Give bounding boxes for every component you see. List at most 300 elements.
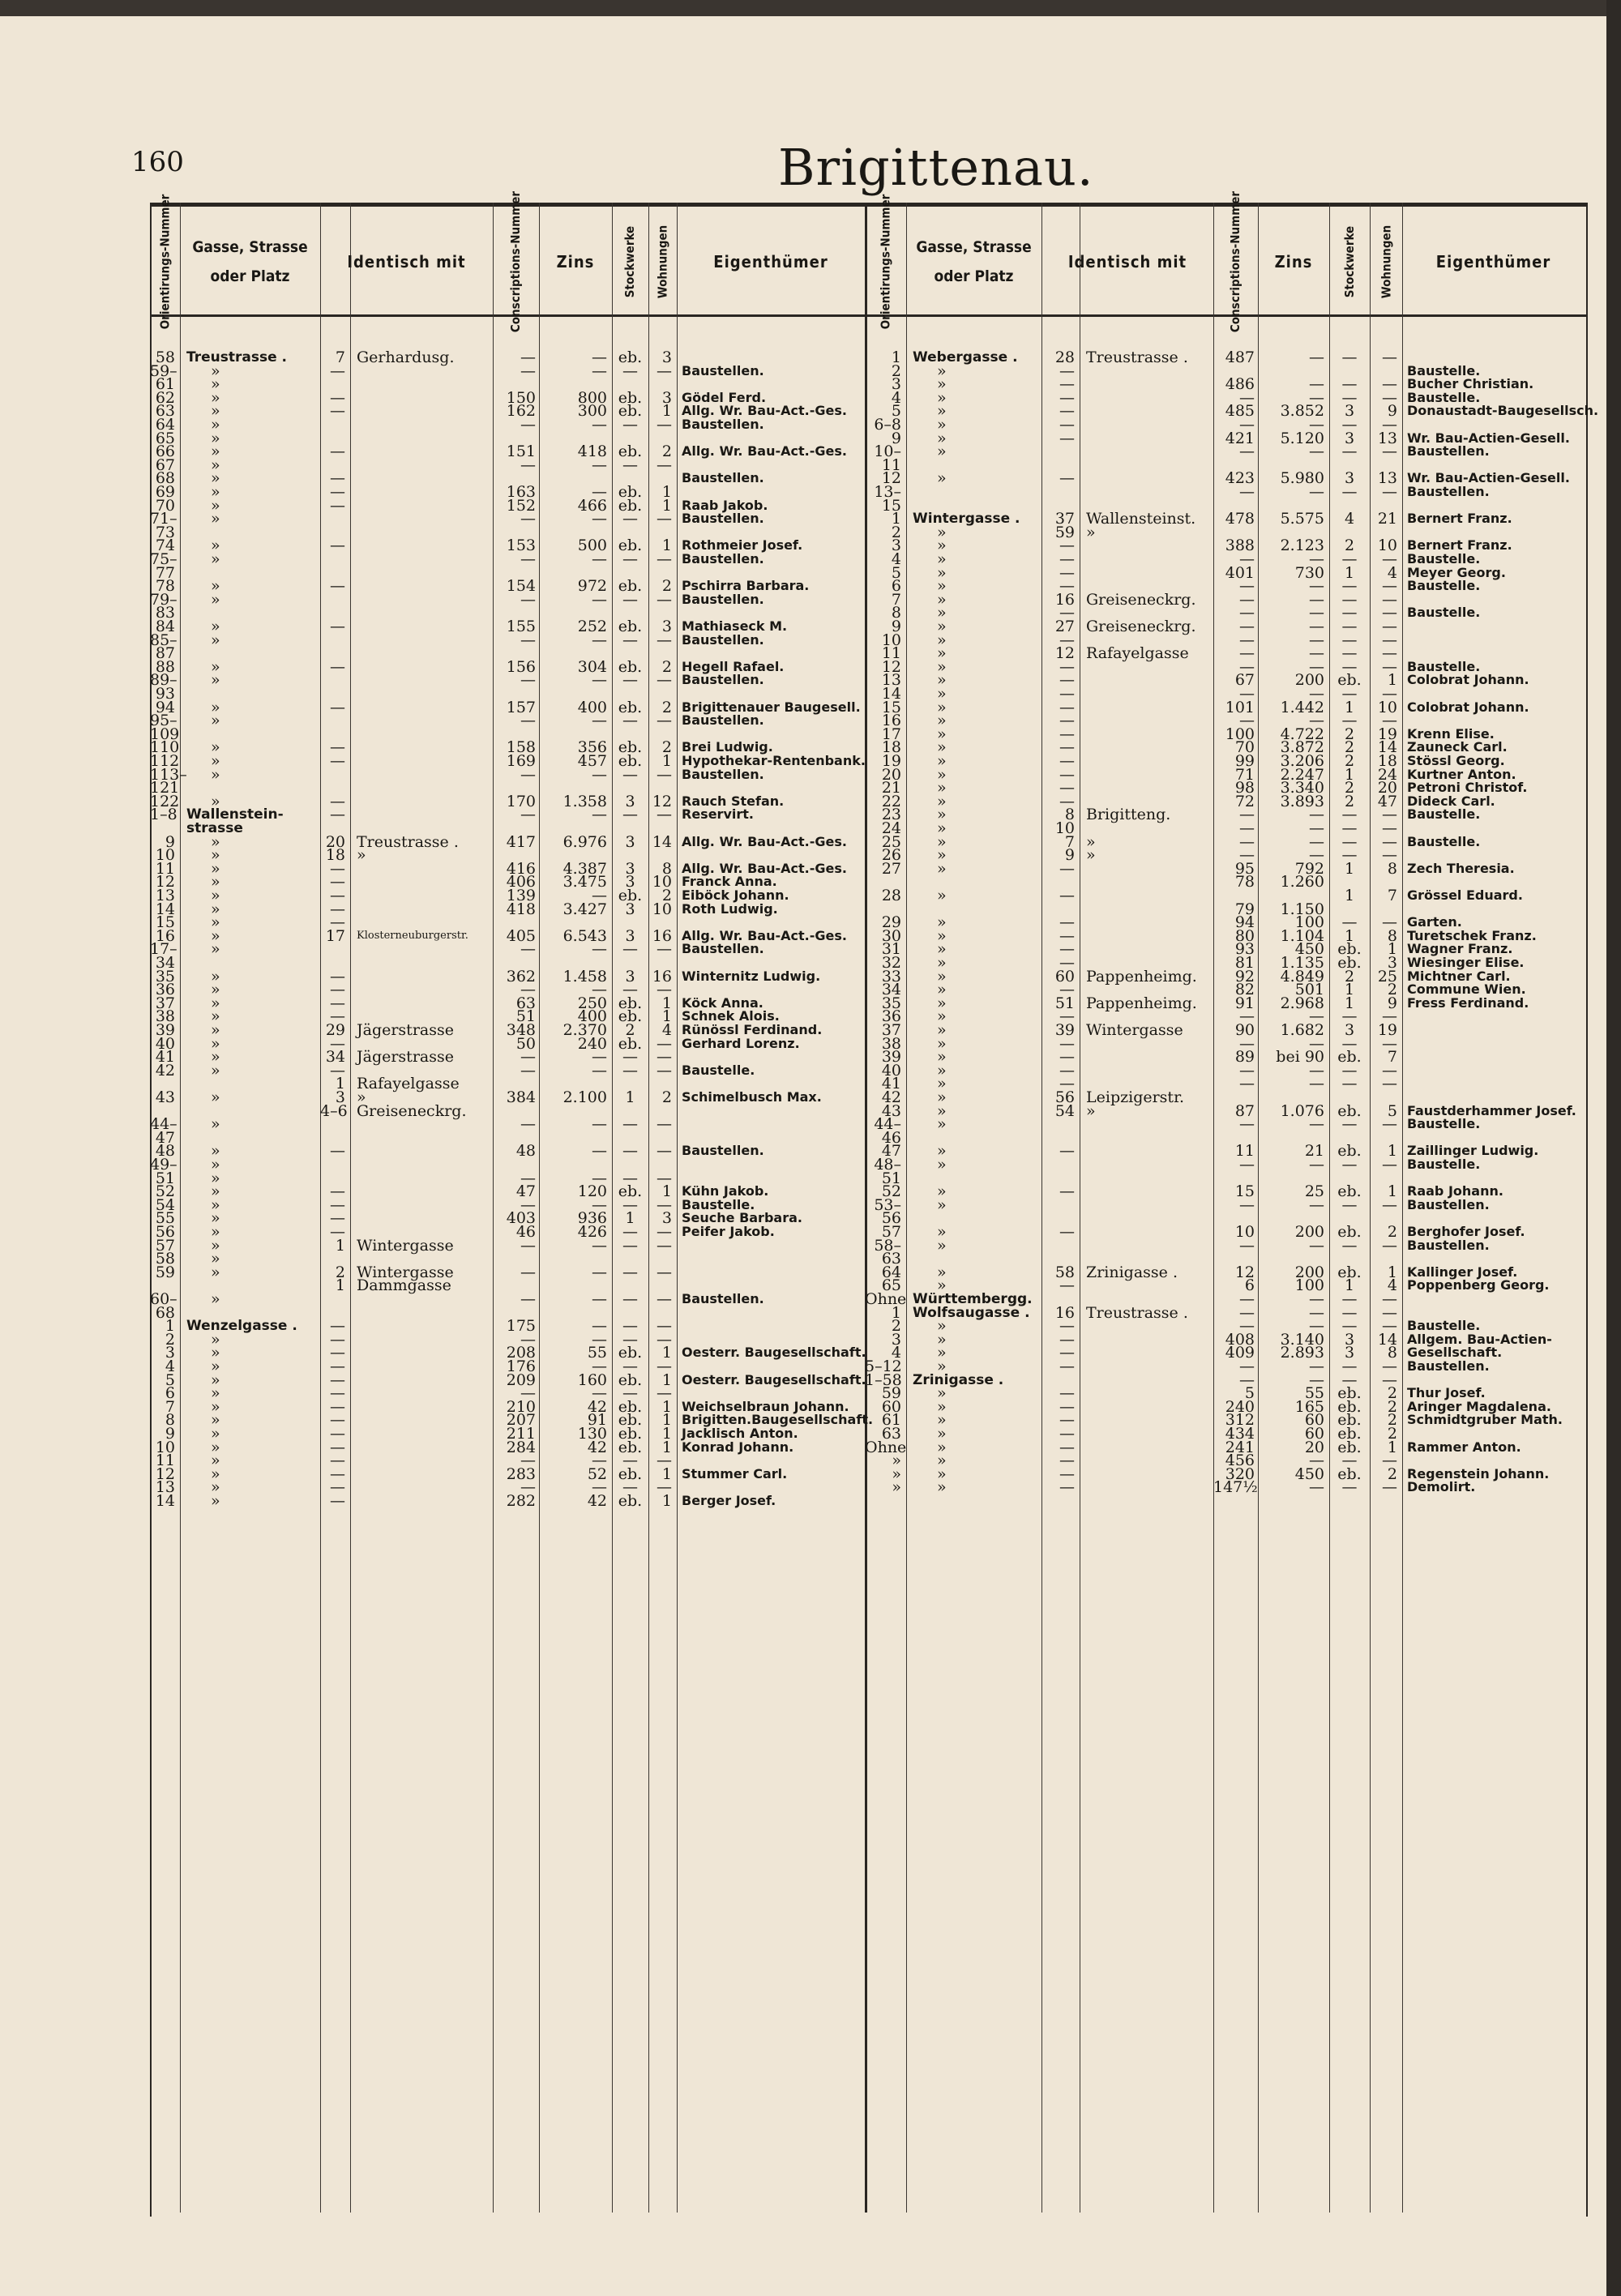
- ident-number: —: [1059, 752, 1075, 770]
- owner: Stummer Carl.: [682, 1466, 788, 1481]
- conscription-number: —: [520, 1290, 536, 1308]
- street: »: [211, 981, 220, 998]
- owner: Baustellen.: [1407, 443, 1490, 459]
- rent: —: [592, 712, 607, 729]
- ident-street: Greiseneckrg.: [1086, 618, 1196, 635]
- street: »: [211, 887, 220, 904]
- conscription-number: —: [1239, 443, 1255, 460]
- conscription-number: 153: [506, 537, 536, 554]
- rent: —: [1309, 1062, 1324, 1080]
- storeys: —: [1341, 631, 1358, 649]
- storeys: eb.: [1337, 1439, 1362, 1456]
- conscription-number: —: [1239, 806, 1255, 823]
- storeys: —: [1341, 1304, 1358, 1322]
- storeys: —: [1341, 1317, 1358, 1335]
- owner: Oesterr. Baugesellschaft.: [682, 1345, 866, 1360]
- storeys: —: [1341, 1156, 1358, 1174]
- header-rule: [150, 314, 1586, 317]
- ident-street: Dammgasse: [357, 1276, 451, 1294]
- street: »: [937, 1115, 947, 1133]
- street: strasse: [186, 820, 243, 836]
- street: »: [937, 1439, 947, 1456]
- conscription-number: 94: [1234, 913, 1255, 931]
- dwellings: 1: [661, 1425, 672, 1443]
- orient-number: 56: [155, 1223, 175, 1241]
- owner: Baustellen.: [682, 363, 764, 378]
- orient-number: 109: [150, 725, 180, 743]
- orient-number: 43: [881, 1102, 901, 1120]
- ident-number: 1: [335, 1075, 345, 1092]
- ident-number: —: [330, 738, 345, 756]
- storeys: —: [1341, 416, 1358, 434]
- storeys: —: [622, 806, 638, 823]
- rent: 356: [577, 738, 607, 756]
- rent: 240: [577, 1035, 607, 1053]
- ident-street: Greiseneckrg.: [357, 1102, 467, 1120]
- orient-number: 8: [891, 604, 901, 622]
- ident-street: Treustrasse .: [1086, 1304, 1188, 1322]
- rent: 91: [587, 1411, 607, 1429]
- conscription-number: 478: [1225, 510, 1255, 528]
- dwellings: —: [657, 456, 672, 474]
- orient-number: 87: [155, 644, 175, 662]
- orient-number: 112: [150, 752, 180, 770]
- storeys: —: [622, 712, 638, 729]
- ident-number: —: [1059, 1007, 1075, 1025]
- storeys: —: [622, 416, 638, 434]
- orient-number: 41: [881, 1075, 901, 1092]
- conscription-number: —: [520, 1237, 536, 1255]
- dwellings: —: [1382, 1007, 1397, 1025]
- right-table-row: [0, 1090, 1621, 1105]
- ident-number: —: [330, 1371, 345, 1389]
- street: »: [937, 968, 947, 986]
- storeys: eb.: [618, 658, 643, 676]
- conscription-number: —: [1239, 591, 1255, 609]
- rent: —: [592, 1290, 607, 1308]
- storeys: —: [1341, 375, 1358, 393]
- storeys: —: [1341, 1196, 1358, 1214]
- conscription-number: 156: [506, 658, 536, 676]
- ident-number: 18: [325, 846, 345, 864]
- right-header-gasse: [906, 211, 1041, 312]
- conscription-number: —: [1239, 618, 1255, 635]
- owner: Bernert Franz.: [1407, 511, 1512, 526]
- dwellings: —: [657, 1142, 672, 1160]
- dwellings: —: [657, 1169, 672, 1187]
- storeys: —: [1341, 550, 1358, 568]
- storeys: —: [622, 1142, 638, 1160]
- orient-number: 77: [155, 564, 175, 582]
- rent: 42: [587, 1398, 607, 1416]
- street: »: [211, 1452, 220, 1469]
- dwellings: —: [1382, 550, 1397, 568]
- orient-number: 56: [881, 1209, 901, 1227]
- street: »: [211, 537, 220, 554]
- orient-number: 89–: [150, 671, 177, 689]
- orient-number: 9: [165, 1425, 175, 1443]
- dwellings: 1: [661, 537, 672, 554]
- rent: —: [1309, 1304, 1324, 1322]
- ident-number: —: [330, 699, 345, 716]
- ident-number: —: [1059, 712, 1075, 729]
- storeys: —: [622, 671, 638, 689]
- street: »: [937, 1478, 947, 1496]
- orient-number: 11: [155, 860, 175, 878]
- right-table-row: [0, 1292, 1621, 1306]
- conscription-number: —: [520, 1115, 536, 1133]
- ident-number: —: [1059, 375, 1075, 393]
- street: »: [211, 443, 220, 460]
- ident-number: —: [330, 1492, 345, 1510]
- rent: 400: [577, 1007, 607, 1025]
- conscription-number: —: [520, 1196, 536, 1214]
- storeys: —: [1341, 1075, 1358, 1092]
- ident-number: —: [1059, 658, 1075, 676]
- storeys: eb.: [618, 1439, 643, 1456]
- street: »: [211, 1115, 220, 1133]
- dwellings: —: [657, 1331, 672, 1349]
- street: »: [937, 402, 947, 420]
- street: »: [211, 1156, 220, 1174]
- left-header-identisch: Identisch mit: [347, 251, 466, 272]
- owner: Rünössl Ferdinand.: [682, 1022, 823, 1037]
- street: »: [211, 927, 220, 945]
- orient-number: 52: [155, 1182, 175, 1200]
- storeys: —: [622, 1048, 638, 1066]
- orient-number: 75–: [150, 550, 177, 568]
- street: »: [937, 1007, 947, 1025]
- storeys: 1: [1344, 927, 1355, 945]
- owner: Baustellen.: [1407, 1238, 1490, 1253]
- rent: —: [1309, 1156, 1324, 1174]
- street: »: [937, 1196, 947, 1214]
- storeys: 2: [625, 1021, 635, 1039]
- rent: —: [592, 348, 607, 366]
- storeys: 3: [625, 900, 635, 918]
- conscription-number: —: [1239, 1358, 1255, 1375]
- ident-number: —: [330, 497, 345, 515]
- rent: 4.387: [562, 860, 607, 878]
- ident-number: —: [330, 402, 345, 420]
- ident-street: »: [357, 846, 366, 864]
- street: »: [211, 1062, 220, 1080]
- orient-number: 63: [881, 1250, 901, 1268]
- rent: —: [592, 1331, 607, 1349]
- owner: Rauch Stefan.: [682, 793, 785, 809]
- dwellings: 1: [661, 752, 672, 770]
- conscription-number: 240: [1225, 1398, 1255, 1416]
- ident-number: 27: [1054, 618, 1075, 635]
- rent: 1.135: [1280, 954, 1324, 972]
- orient-number: 13: [155, 887, 175, 904]
- storeys: 2: [1344, 968, 1355, 986]
- dwellings: 1: [1387, 940, 1397, 958]
- owner: Zech Theresia.: [1407, 861, 1515, 876]
- ident-number: —: [330, 1223, 345, 1241]
- dwellings: 2: [661, 658, 672, 676]
- ident-number: —: [1059, 631, 1075, 649]
- ident-number: —: [330, 1331, 345, 1349]
- ident-street: Pappenheimg.: [1086, 968, 1197, 986]
- storeys: 1: [1344, 699, 1355, 716]
- rent: 200: [1294, 671, 1324, 689]
- street: »: [937, 577, 947, 595]
- rent: 5.575: [1280, 510, 1324, 528]
- owner: Baustelle.: [1407, 1318, 1481, 1333]
- storeys: —: [1341, 591, 1358, 609]
- street: »: [211, 402, 220, 420]
- conscription-number: —: [1239, 819, 1255, 837]
- rent: 5.120: [1280, 430, 1324, 447]
- conscription-number: 93: [1234, 940, 1255, 958]
- street: »: [211, 456, 220, 474]
- ident-number: —: [1059, 1344, 1075, 1362]
- dwellings: 8: [1387, 860, 1397, 878]
- ident-number: —: [1059, 1048, 1075, 1066]
- orient-number: 5: [891, 564, 901, 582]
- owner: Raab Jakob.: [682, 498, 768, 513]
- storeys: —: [622, 510, 638, 528]
- orient-number: Ohne: [865, 1290, 907, 1308]
- owner: Bucher Christian.: [1407, 376, 1534, 391]
- owner: Mathiaseck M.: [682, 618, 788, 634]
- orient-number: 5: [165, 1371, 175, 1389]
- right-table-row: [0, 1453, 1621, 1468]
- street: »: [937, 671, 947, 689]
- conscription-number: 283: [506, 1465, 536, 1483]
- orient-number: 12: [881, 469, 901, 487]
- storeys: 3: [625, 793, 635, 810]
- owner: Wiesinger Elise.: [1407, 955, 1525, 970]
- dwellings: 3: [661, 618, 672, 635]
- rent: —: [592, 671, 607, 689]
- conscription-number: 139: [506, 887, 536, 904]
- orient-number: 3: [891, 537, 901, 554]
- conscription-number: 423: [1225, 469, 1255, 487]
- dwellings: 9: [1387, 402, 1397, 420]
- conscription-number: —: [520, 671, 536, 689]
- storeys: —: [1341, 658, 1358, 676]
- left-header-conscr: [493, 190, 539, 332]
- ident-number: —: [330, 618, 345, 635]
- header-label: Gasse, Strasse: [916, 237, 1032, 256]
- orient-number: 54: [155, 1196, 175, 1214]
- rent: 165: [1294, 1398, 1324, 1416]
- street: »: [937, 793, 947, 810]
- rent: 1.104: [1280, 927, 1324, 945]
- ident-number: —: [330, 1035, 345, 1053]
- ident-number: —: [330, 968, 345, 986]
- street: »: [211, 618, 220, 635]
- rent: 3.427: [562, 900, 607, 918]
- owner: Winternitz Ludwig.: [682, 968, 821, 984]
- dwellings: 2: [661, 887, 672, 904]
- ident-number: —: [1059, 1142, 1075, 1160]
- owner: Faustderhammer Josef.: [1407, 1103, 1576, 1118]
- dwellings: —: [657, 806, 672, 823]
- owner: Berger Josef.: [682, 1493, 776, 1508]
- orient-number: 55: [155, 1209, 175, 1227]
- street: »: [211, 1237, 220, 1255]
- orient-number: 12: [155, 873, 175, 891]
- storeys: 3: [1344, 430, 1355, 447]
- dwellings: 10: [1377, 699, 1397, 716]
- dwellings: 10: [652, 900, 672, 918]
- ident-number: —: [330, 1439, 345, 1456]
- street: »: [937, 860, 947, 878]
- rent: —: [1309, 550, 1324, 568]
- dwellings: 1: [661, 1439, 672, 1456]
- orient-number: 6–8: [874, 416, 901, 434]
- storeys: —: [1341, 577, 1358, 595]
- orient-number: 9: [891, 618, 901, 635]
- conscription-number: 403: [506, 1209, 536, 1227]
- rent: —: [1309, 604, 1324, 622]
- conscription-number: 320: [1225, 1465, 1255, 1483]
- rent: 1.442: [1280, 699, 1324, 716]
- ident-street: »: [1086, 833, 1096, 851]
- street: »: [937, 752, 947, 770]
- owner: Commune Wien.: [1407, 981, 1526, 997]
- owner: Raab Johann.: [1407, 1183, 1503, 1199]
- conscription-number: —: [1239, 685, 1255, 703]
- ident-number: —: [1059, 954, 1075, 972]
- ident-street: »: [1086, 846, 1096, 864]
- dwellings: 13: [1377, 430, 1397, 447]
- ident-number: —: [330, 873, 345, 891]
- orient-number: 68: [155, 469, 175, 487]
- storeys: eb.: [1337, 1102, 1362, 1120]
- orient-number: 67: [155, 456, 175, 474]
- rent: 457: [577, 752, 607, 770]
- street: »: [211, 1250, 220, 1268]
- storeys: —: [1341, 913, 1358, 931]
- dwellings: —: [1382, 1075, 1397, 1092]
- rent: —: [592, 456, 607, 474]
- conscription-number: —: [1239, 389, 1255, 407]
- conscription-number: —: [1239, 550, 1255, 568]
- rent: 120: [577, 1182, 607, 1200]
- ident-number: 58: [1054, 1263, 1075, 1281]
- dwellings: —: [1382, 913, 1397, 931]
- storeys: eb.: [1337, 1398, 1362, 1416]
- street: »: [937, 631, 947, 649]
- storeys: —: [622, 1358, 638, 1375]
- dwellings: —: [1382, 631, 1397, 649]
- owner: Baustelle.: [682, 1197, 755, 1212]
- right-table-row: [0, 646, 1621, 661]
- owner: Dideck Carl.: [1407, 793, 1495, 809]
- conscription-number: —: [1239, 712, 1255, 729]
- orient-number: 39: [881, 1048, 901, 1066]
- dwellings: —: [1382, 604, 1397, 622]
- ident-number: —: [330, 1384, 345, 1402]
- orient-number: 20: [881, 766, 901, 784]
- orient-number: 6: [165, 1384, 175, 1402]
- ident-number: 1: [335, 1237, 345, 1255]
- street: »: [211, 497, 220, 515]
- street: »: [937, 981, 947, 998]
- conscription-number: —: [520, 348, 536, 366]
- street: »: [937, 1237, 947, 1255]
- orient-number: 52: [881, 1182, 901, 1200]
- orient-number: 1–8: [150, 806, 177, 823]
- orient-number: 40: [881, 1062, 901, 1080]
- orient-number: 1: [891, 348, 901, 366]
- ident-number: —: [330, 752, 345, 770]
- conscription-number: —: [520, 591, 536, 609]
- storeys: eb.: [618, 1492, 643, 1510]
- street: »: [937, 833, 947, 851]
- storeys: eb.: [618, 1182, 643, 1200]
- ident-number: —: [1059, 725, 1075, 743]
- conscription-number: 155: [506, 618, 536, 635]
- ident-number: 10: [1054, 819, 1075, 837]
- orient-number: 58: [155, 1250, 175, 1268]
- street: »: [211, 873, 220, 891]
- ident-number: —: [1059, 913, 1075, 931]
- storeys: eb.: [618, 1371, 643, 1389]
- street: »: [211, 510, 220, 528]
- storeys: eb.: [618, 1465, 643, 1483]
- left-header-stock: [612, 211, 648, 312]
- right-table-row: [0, 471, 1621, 485]
- orient-number: 10: [155, 1439, 175, 1456]
- dwellings: —: [657, 1452, 672, 1469]
- street: »: [937, 1035, 947, 1053]
- rent: 2.247: [1280, 766, 1324, 784]
- header-label: Gasse, Strasse: [192, 237, 308, 256]
- storeys: —: [622, 1115, 638, 1133]
- owner: Schnek Alois.: [682, 1008, 780, 1024]
- rent: —: [1309, 685, 1324, 703]
- ident-street: »: [1086, 1102, 1096, 1120]
- rent: 400: [577, 699, 607, 716]
- dwellings: 10: [652, 873, 672, 891]
- dwellings: 7: [1387, 887, 1397, 904]
- ident-street: Wintergasse: [357, 1237, 454, 1255]
- dwellings: 1: [1387, 1142, 1397, 1160]
- street: »: [937, 994, 947, 1012]
- street: »: [211, 968, 220, 986]
- owner: Regenstein Johann.: [1407, 1466, 1550, 1481]
- storeys: eb.: [618, 618, 643, 635]
- street: »: [211, 793, 220, 810]
- storeys: —: [622, 362, 638, 380]
- owner: Bernert Franz.: [1407, 537, 1512, 553]
- conscription-number: 486: [1225, 375, 1255, 393]
- right-table-row: [0, 619, 1621, 634]
- conscription-number: 91: [1234, 994, 1255, 1012]
- rent: bei 90: [1276, 1048, 1324, 1066]
- dwellings: 3: [661, 389, 672, 407]
- conscription-number: 70: [1234, 738, 1255, 756]
- conscription-number: 312: [1225, 1411, 1255, 1429]
- dwellings: 2: [1387, 1398, 1397, 1416]
- storeys: eb.: [1337, 1425, 1362, 1443]
- dwellings: 8: [661, 860, 672, 878]
- storeys: 1: [625, 1209, 635, 1227]
- conscription-number: 80: [1234, 927, 1255, 945]
- owner: Zaillinger Ludwig.: [1407, 1143, 1539, 1158]
- rent: 3.340: [1280, 779, 1324, 797]
- dwellings: 2: [1387, 1411, 1397, 1429]
- right-table-row: [0, 377, 1621, 391]
- rent: 1.458: [562, 968, 607, 986]
- conscription-number: —: [520, 510, 536, 528]
- storeys: eb.: [618, 1425, 643, 1443]
